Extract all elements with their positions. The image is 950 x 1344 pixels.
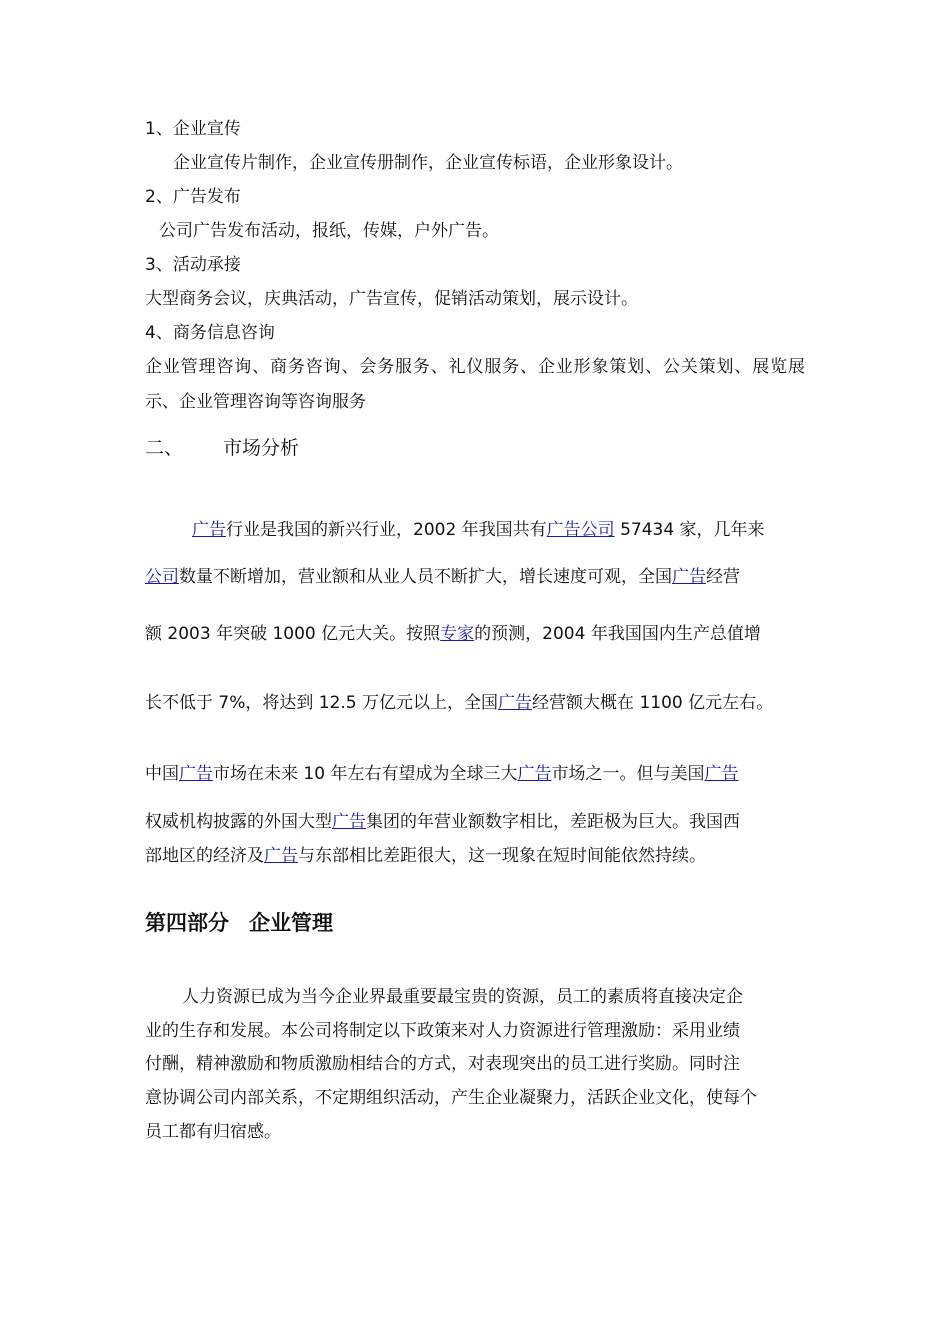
market-paragraph-line-2 xyxy=(145,566,740,588)
section-number: 二、 xyxy=(145,437,184,459)
text: 数量不断增加，营业额和从业人员不断扩大，增长速度可观，全国 xyxy=(179,567,672,587)
link-company[interactable]: 公司 xyxy=(145,567,179,587)
service-item-2-title: 2、广告发布 xyxy=(145,187,241,207)
management-paragraph-line-5: 员工都有归宿感。 xyxy=(145,1122,281,1142)
link-ad[interactable]: 广告 xyxy=(517,764,552,784)
service-item-3-desc: 大型商务会议，庆典活动，广告宣传，促销活动策划，展示设计。 xyxy=(145,289,638,309)
management-paragraph-line-4: 意协调公司内部关系，不定期组织活动，产生企业凝聚力，活跃企业文化，使每个 xyxy=(145,1088,757,1108)
market-paragraph-line-7 xyxy=(145,845,706,867)
text: 额 2003 年突破 1000 亿元大关。按照 xyxy=(145,624,441,644)
management-paragraph-line-3: 付酬，精神激励和物质激励相结合的方式，对表现突出的员工进行奖励。同时注 xyxy=(145,1054,740,1074)
market-paragraph-line-3 xyxy=(145,623,761,645)
link-ad[interactable]: 广告 xyxy=(179,764,213,784)
link-expert[interactable]: 专家 xyxy=(440,624,475,644)
link-ad[interactable]: 广告 xyxy=(192,520,226,540)
text: 市场之一。但与美国 xyxy=(551,764,705,784)
market-paragraph-line-6 xyxy=(145,811,740,833)
link-ad[interactable]: 广告 xyxy=(672,567,706,587)
service-item-1-desc: 企业宣传片制作，企业宣传册制作，企业宣传标语，企业形象设计。 xyxy=(173,153,683,173)
part-label: 第四部分 xyxy=(145,911,229,935)
service-item-1-title: 1、企业宣传 xyxy=(145,119,241,139)
text: 经营 xyxy=(706,567,740,587)
text: 中国 xyxy=(145,764,179,784)
text: 市场在未来 10 年左右有望成为全球三大 xyxy=(213,764,518,784)
part-title: 企业管理 xyxy=(249,911,333,935)
text: 长不低于 7%，将达到 12.5 万亿元以上，全国 xyxy=(145,693,499,713)
service-item-3-title: 3、活动承接 xyxy=(145,255,241,275)
section-title: 市场分析 xyxy=(223,437,300,459)
link-ad[interactable]: 广告 xyxy=(704,764,739,784)
market-paragraph-line-5 xyxy=(145,763,738,785)
link-ad[interactable]: 广告 xyxy=(264,846,298,866)
management-paragraph-line-2: 业的生存和发展。本公司将制定以下政策来对人力资源进行管理激励：采用业绩 xyxy=(145,1021,740,1041)
service-item-4-desc-line2: 示、企业管理咨询等咨询服务 xyxy=(145,392,366,412)
market-paragraph-line-4 xyxy=(145,692,773,714)
link-ad[interactable]: 广告 xyxy=(332,812,366,832)
text: 权威机构披露的外国大型 xyxy=(145,812,332,832)
market-paragraph-line-1 xyxy=(192,519,765,541)
text: 部地区的经济及 xyxy=(145,846,264,866)
link-ad[interactable]: 广告 xyxy=(498,693,533,713)
link-ad-company[interactable]: 广告公司 xyxy=(546,520,615,540)
service-item-4-title: 4、商务信息咨询 xyxy=(145,323,275,343)
text: 57434 家，几年来 xyxy=(614,520,765,540)
section-heading-market xyxy=(145,437,299,459)
management-paragraph-line-1: 人力资源已成为当今企业界最重要最宝贵的资源，员工的素质将直接决定企 xyxy=(182,987,743,1007)
text: 行业是我国的新兴行业，2002 年我国共有 xyxy=(226,520,547,540)
part-heading-management xyxy=(145,912,333,934)
service-item-2-desc: 公司广告发布活动，报纸，传媒，户外广告。 xyxy=(159,221,499,241)
text: 经营额大概在 1100 亿元左右。 xyxy=(532,693,774,713)
service-item-4-desc-line1: 企业管理咨询、商务咨询、会务服务、礼仪服务、企业形象策划、公关策划、展览展 xyxy=(145,357,805,377)
text: 与东部相比差距很大，这一现象在短时间能依然持续。 xyxy=(298,846,706,866)
text: 的预测，2004 年我国国内生产总值增 xyxy=(474,624,761,644)
text: 集团的年营业额数字相比，差距极为巨大。我国西 xyxy=(366,812,740,832)
